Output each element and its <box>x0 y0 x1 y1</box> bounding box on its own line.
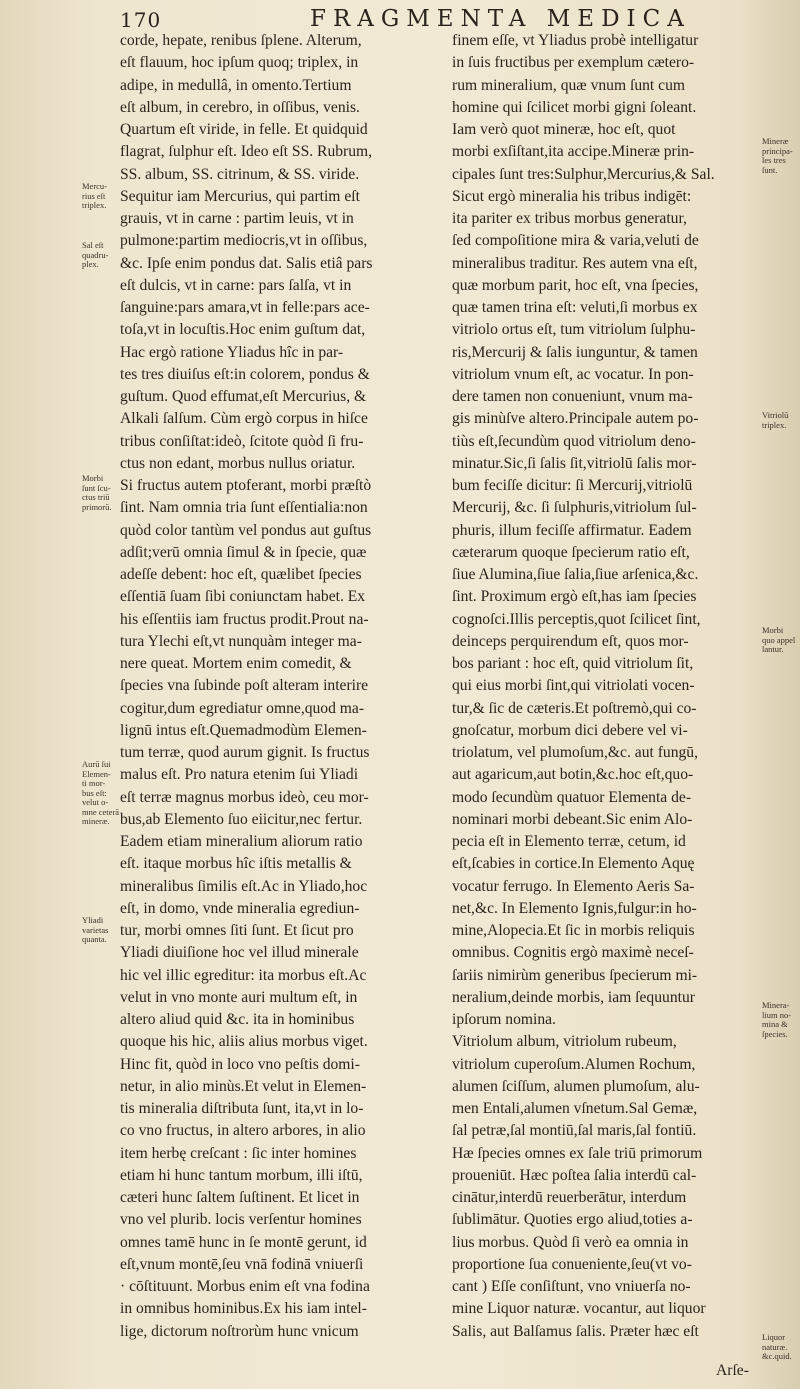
text-line: eſſentiā ſuam ſibi coniunctam habet. Ex <box>120 588 366 606</box>
text-line: Alkali ſalſum. Cùm ergò corpus in hiſce <box>120 410 368 428</box>
text-line: mineralibus traditur. Res autem vna eſt, <box>452 254 698 272</box>
margin-note-mineralium-nomina: Minera- lium no- mina & ſpecies. <box>762 1000 792 1039</box>
text-line: quoque his hic, aliis alius morbus viget. <box>120 1033 368 1051</box>
text-line: Vitriolum album, vitriolum rubeum, <box>452 1033 677 1051</box>
text-line: cant ) Eſſe conſiſtunt, vno vniuerſa no- <box>452 1278 691 1295</box>
text-line: Mercurij, &c. ſi ſulphuris,vitriolum ſul- <box>452 499 697 517</box>
text-line: ſublimātur. Quoties ergo aliud,toties a- <box>452 1211 693 1229</box>
text-line: flagrat, ſulphur eſt. Ideo eſt SS. Rubrum, <box>120 143 373 161</box>
text-line: triolatum, vel plumoſum,&c. aut fungū, <box>452 744 698 761</box>
text-line: ctus non edant, morbus nullus oriatur. <box>120 454 356 472</box>
text-line: ſint. Proximum ergò eſt,has iam ſpecies <box>452 588 697 606</box>
text-line: bos pariant : hoc eſt, quid vitriolum ſit, <box>452 655 694 672</box>
text-line: proueniūt. Hæc poſtea ſalia interdū cal- <box>452 1166 697 1184</box>
text-line: Iam verò quot mineræ, hoc eſt, quot <box>452 121 676 138</box>
text-line: Hæ ſpecies omnes ex ſale triū primorum <box>452 1144 703 1162</box>
text-line: vitriolo ortus eſt, tum vitriolum ſulphu- <box>452 321 696 339</box>
text-line: tribus conſiſtat:ideò, ſcitote quòd ſi fru- <box>120 432 364 450</box>
margin-note-mercurius: Mercu- rius eſt triplex. <box>82 181 108 210</box>
text-line: cæterarum quoque ſpecierum ratio eſt, <box>452 543 690 561</box>
text-line: tur,& ſic de cæteris.Et poſtremò,qui co- <box>452 699 697 717</box>
text-line: quæ tamen trina eſt: veluti,ſi morbus ex <box>452 299 698 316</box>
text-line: ſint. Nam omnia tria ſunt eſſentialia:non <box>120 499 368 517</box>
text-line: Si fructus autem ptoferant, morbi præſtò <box>120 477 372 494</box>
text-line: item herbę creſcant : ſic inter homines <box>120 1144 357 1162</box>
text-line: minatur.Sic,ſi ſalis ſit,vitriolū ſalis mor- <box>452 454 697 472</box>
page-number: 170 <box>120 8 162 32</box>
text-line: phuris, illum feciſſe affirmatur. Eadem <box>452 521 692 539</box>
text-line: adſit;verū omnia ſimul & in ſpecie, quæ <box>120 543 367 561</box>
text-line: malus eſt. Pro natura etenim ſui Yliadi <box>120 766 359 784</box>
text-line: quæ morbum parit, hoc eſt, vna ſpecies, <box>452 276 699 294</box>
text-line: vno vel plurib. locis verſentur homines <box>120 1211 362 1229</box>
text-line: Hac ergò ratione Yliadus hîc in par- <box>120 343 344 361</box>
text-line: ipſorum nomina. <box>452 1011 556 1028</box>
text-line: lignū intus eſt.Quemadmodùm Elemen- <box>120 721 367 739</box>
text-line: cogitur,dum egrediatur omne,quod ma- <box>120 699 365 717</box>
text-line: tur, morbi omnes ſiti ſunt. Et ſicut pro <box>120 922 354 939</box>
text-line: adeſſe debent: hoc eſt, quælibet ſpecies <box>120 566 362 583</box>
text-line: etiam hi hunc tantum morbum, illi iſtū, <box>120 1166 363 1184</box>
text-line: quòd color tantùm vel pondus aut guſtus <box>120 521 372 539</box>
text-line: co vno fructus, in altero arbores, in alio <box>120 1122 366 1140</box>
text-line: gis minùſve altero.Principale autem po- <box>452 410 699 428</box>
text-line: tis mineralia diſtributa ſunt, ita,vt in lo- <box>120 1100 364 1117</box>
text-line: tiùs eſt,ſecundùm quod vitriolum deno- <box>452 432 696 450</box>
text-line: homine qui ſcilicet morbi gigni ſoleant. <box>452 98 697 116</box>
text-line: tura Ylechi eſt,vt nunquàm integer ma- <box>120 632 362 650</box>
text-line: pulmone:partim mediocris,vt in oſſibus, <box>120 232 368 250</box>
text-line: cæteri hunc ſaltem ſuſtinent. Et licet in <box>120 1189 360 1206</box>
text-line: eſt terræ magnus morbus ideò, ceu mor- <box>120 788 369 806</box>
text-line: aut agaricum,aut botin,&c.hoc eſt,quo- <box>452 766 694 784</box>
text-line: eſt,vnum montē,ſeu vnā fodinā vniuerſi <box>120 1255 364 1273</box>
text-line: eſt. itaque morbus hîc iſtis metallis & <box>120 855 352 873</box>
text-line: qui eius morbi ſint,qui vitriolati vocen- <box>452 677 695 695</box>
text-line: cinātur,interdū reuerberātur, interdum <box>452 1189 687 1206</box>
text-line: eſt album, in cerebro, in oſſibus, venis. <box>120 98 360 116</box>
text-line: toſa,vt in locuſtis.Hoc enim guſtum dat, <box>120 321 366 339</box>
text-line: mine,Alopecia.Et ſic in morbis reliquis <box>452 922 695 939</box>
margin-note-yliadi: Yliadi varietas quanta. <box>82 915 109 944</box>
margin-note-morbi-appellantur: Morbi quo appel lantur. <box>762 625 796 654</box>
text-line: Eadem etiam mineralium aliorum ratio <box>120 833 363 850</box>
text-line: morbi exſiſtant,ita accipe.Mineræ prin- <box>452 143 695 161</box>
text-line: Sequitur iam Mercurius, qui partim eſt <box>120 187 360 205</box>
text-line: netur, in alio minùs.Et velut in Elemen- <box>120 1077 367 1095</box>
text-line: lius morbus. Quòd ſi verò ea omnia in <box>452 1233 689 1251</box>
text-line: ſiue Alumina,ſiue ſalia,ſiue arſenica,&c. <box>452 566 699 583</box>
text-line: gnoſcatur, morbum dici debere vel vi- <box>452 721 688 739</box>
text-line: tes tres diuiſus eſt:in colorem, pondus & <box>120 365 370 383</box>
running-title: FRAGMENTA MEDICA <box>310 6 691 32</box>
text-line: nere queat. Mortem enim comedit, & <box>120 655 352 672</box>
text-line: dere tamen non conueniunt, vnum ma- <box>452 388 693 405</box>
text-line: omnes tamē hunc in ſe montē gerunt, id <box>120 1233 367 1251</box>
text-line: altero aliud quid &c. ita in hominibus <box>120 1011 355 1028</box>
text-line: mineralibus ſimilis eſt.Ac in Yliado,hoc <box>120 877 368 895</box>
text-line: vitriolum vnum eſt, ac vocatur. In pon- <box>452 365 694 383</box>
text-line: Yliadi diuiſione hoc vel illud minerale <box>120 944 359 962</box>
text-line: modo ſecundùm quatuor Elementa de- <box>452 788 692 806</box>
text-line: vitriolum cuperoſum.Alumen Rochum, <box>452 1055 696 1073</box>
text-line: proportione ſua conueniente,ſeu(vt vo- <box>452 1255 692 1273</box>
text-line: nominari morbi debeant.Sic enim Alo- <box>452 810 693 828</box>
catchword: Arſe- <box>716 1362 749 1379</box>
text-line: corde, hepate, renibus ſplene. Alterum, <box>120 32 362 49</box>
text-line: ris,Mercurij & ſalis iunguntur, & tamen <box>452 343 698 361</box>
margin-note-vitriolum: Vitriolū triplex. <box>762 410 789 430</box>
margin-note-minerae: Mineræ principa- les tres ſunt. <box>762 136 793 175</box>
margin-note-aurum: Aurū ſui Elemen- ti mor- bus eſt: velut o- mne ceterā mineræ. <box>82 759 120 826</box>
text-line: ſpecies vna ſubinde poſt alteram interire <box>120 677 369 695</box>
text-line: deinceps perquirendum eſt, quos mor- <box>452 632 689 650</box>
text-line: bum feciſſe dicitur: ſi Mercurij,vitriolū <box>452 477 693 494</box>
text-line: adipe, in medullâ, in omento.Tertium <box>120 76 352 94</box>
text-line: eſt dulcis, vt in carne: pars ſalſa, vt in <box>120 276 352 294</box>
text-line: alumen ſciſſum, alumen plumoſum, alu- <box>452 1077 700 1095</box>
text-line: ſanguine:pars amara,vt in felle:pars ace- <box>120 299 370 316</box>
text-line: Sicut ergò mineralia his tribus indigēt: <box>452 187 692 205</box>
text-line: ita pariter ex tribus morbus generatur, <box>452 210 687 227</box>
text-line: SS. album, SS. citrinum, & SS. viride. <box>120 165 360 183</box>
text-line: Hinc fit, quòd in loco vno peſtis domi- <box>120 1055 360 1073</box>
text-line: bus,ab Elemento ſuo eiicitur,nec fertur. <box>120 810 363 828</box>
text-line: in ſuis fructibus per exemplum cætero- <box>452 54 695 72</box>
text-line: velut in vno monte auri multum eſt, in <box>120 988 358 1006</box>
text-line: in omnibus hominibus.Ex his iam intel- <box>120 1300 367 1318</box>
text-line: omnibus. Cognitis ergò maximè neceſ- <box>452 944 694 962</box>
left-text-column <box>120 30 442 1343</box>
text-line: · cōſtituunt. Morbus enim eſt vna fodina <box>120 1278 370 1295</box>
text-line: cognoſci.Illis perceptis,quot ſcilicet ſint, <box>452 610 701 628</box>
text-line: men Entali,alumen vſnetum.Sal Gemæ, <box>452 1100 698 1117</box>
text-line: Quartum eſt viride, in felle. Et quidquid <box>120 121 368 138</box>
text-line: &c. Ipſe enim pondus dat. Salis etiâ pars <box>120 254 373 272</box>
text-line: finem eſſe, vt Yliadus probè intelligatur <box>452 32 699 49</box>
text-line: cipales ſunt tres:Sulphur,Mercurius,& Sal. <box>452 165 715 183</box>
text-line: rum mineralium, quæ vnum ſunt cum <box>452 76 686 94</box>
text-line: pecia eſt in Elemento terræ, cetum, id <box>452 833 686 850</box>
text-line: mine Liquor naturæ. vocantur, aut liquor <box>452 1300 706 1318</box>
text-line: hic vel illic egreditur: ita morbus eſt.Ac <box>120 966 367 984</box>
right-text-column <box>452 30 760 1343</box>
text-line: Salis, aut Balſamus ſalis. Præter hæc eſt <box>452 1322 699 1340</box>
text-line: ſal petræ,ſal montiū,ſal maris,ſal fontiū. <box>452 1122 697 1140</box>
margin-note-morbi-fructus: Morbi ſunt ſcu- ctus triū primorū. <box>82 473 112 512</box>
page-header <box>110 4 750 32</box>
text-line: vocatur ferrugo. In Elemento Aeris Sa- <box>452 877 695 895</box>
text-line: net,&c. In Elemento Ignis,fulgur:in ho- <box>452 899 697 917</box>
margin-note-sal: Sal eſt quadru- plex. <box>82 240 109 269</box>
text-line: ſed compoſitione mira & varia,veluti de <box>452 232 699 250</box>
text-line: neralium,deinde morbis, iam ſequuntur <box>452 988 695 1006</box>
text-line: eſt flauum, hoc ipſum quoq; triplex, in <box>120 54 359 72</box>
text-line: eſt,ſcabies in cortice.In Elemento Aquę <box>452 855 695 873</box>
text-line: his eſſentiis iam fructus prodit.Prout na- <box>120 610 369 628</box>
text-line: tum terræ, quod aurum gignit. Is fructus <box>120 744 370 761</box>
text-line: eſt, in domo, vnde mineralia egrediun- <box>120 899 360 917</box>
text-line: guſtum. Quod effumat,eſt Mercurius, & <box>120 388 367 405</box>
text-line: ſariis nimirùm generibus ſpecierum mi- <box>452 966 698 984</box>
text-line: grauis, vt in carne : partim leuis, vt in <box>120 210 354 227</box>
margin-note-liquor: Liquor naturæ. &c.quid. <box>762 1332 792 1361</box>
text-line: lige, dictorum noſtrorùm hunc vnicum <box>120 1322 359 1340</box>
